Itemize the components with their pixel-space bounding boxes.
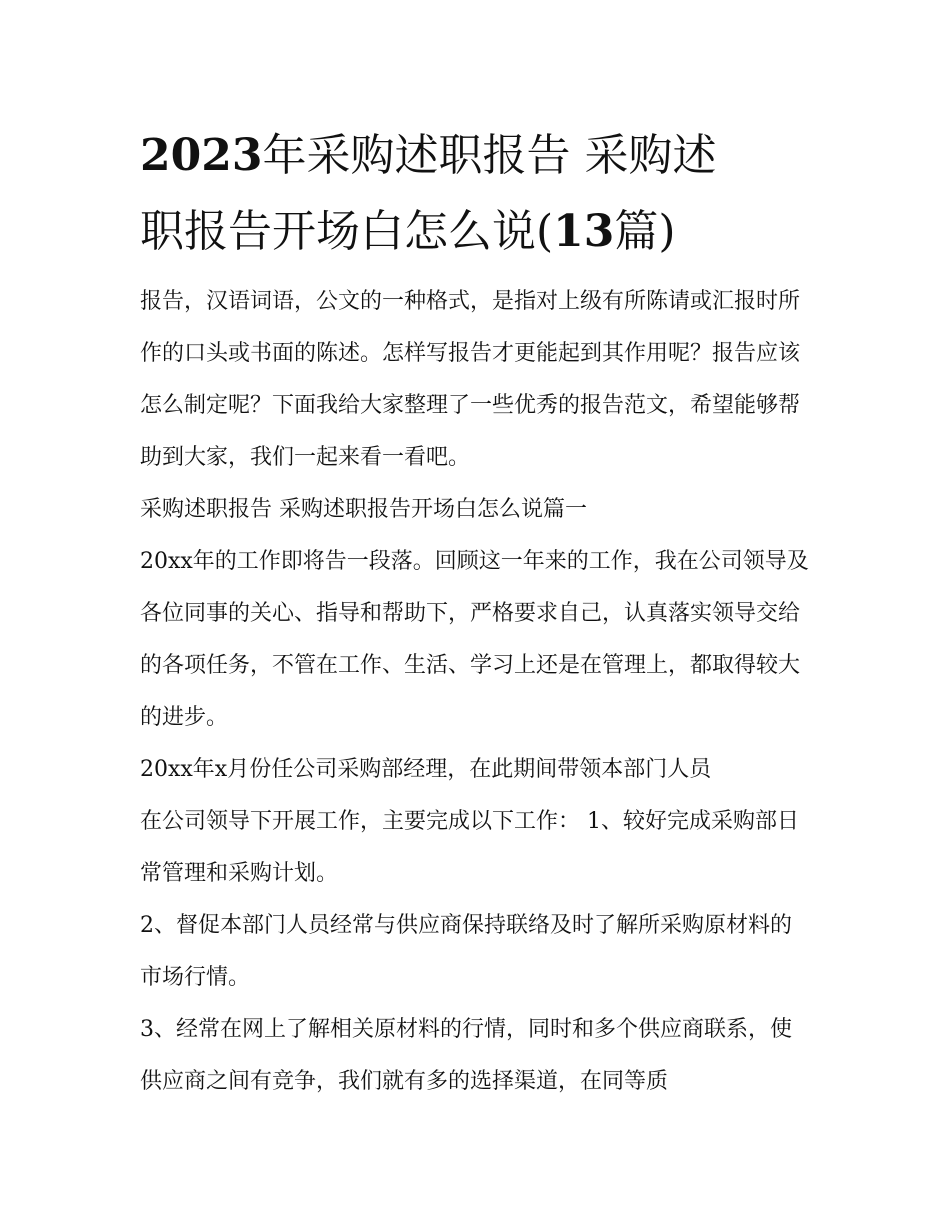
document-title — [140, 118, 812, 270]
title-part-3: 篇) — [614, 206, 676, 257]
title-year: 2023 — [140, 130, 263, 181]
title-part-2: 职报告开场白怎么说( — [140, 206, 554, 257]
body-paragraph-1: 20xx年的工作即将告一段落。回顾这一年来的工作，我在公司领导及各位同事的关心、指导和帮助下，严格要求自己，认真落实领导交给的各项任务，不管在工作、生活、学习上还是在管理上，都取得较大的进步。 — [140, 549, 809, 730]
body-paragraph-4: 2、督促本部门人员经常与供应商保持联络及时了解所采购原材料的市场行情。 — [140, 913, 792, 990]
body-paragraph-5: 3、经常在网上了解相关原材料的行情，同时和多个供应商联系，使供应商之间有竞争，我们就有多的选择渠道，在同等质 — [140, 1017, 792, 1094]
document-body — [140, 276, 812, 1108]
title-count: 13 — [553, 206, 615, 257]
section-heading: 采购述职报告 采购述职报告开场白怎么说篇一 — [140, 497, 587, 522]
title-part-1: 年采购述职报告 采购述 — [262, 130, 717, 181]
body-paragraph-2: 20xx年x月份任公司采购部经理，在此期间带领本部门人员 — [140, 757, 712, 782]
body-paragraph-3: 在公司领导下开展工作，主要完成以下工作： 1、较好完成采购部日常管理和采购计划。 — [140, 809, 799, 886]
intro-paragraph: 报告，汉语词语，公文的一种格式，是指对上级有所陈请或汇报时所作的口头或书面的陈述。怎样写报告才更能起到其作用呢？报告应该怎么制定呢？下面我给大家整理了一些优秀的报告范文，希望能够帮助到大家，我们一起来看一看吧。 — [140, 289, 801, 470]
